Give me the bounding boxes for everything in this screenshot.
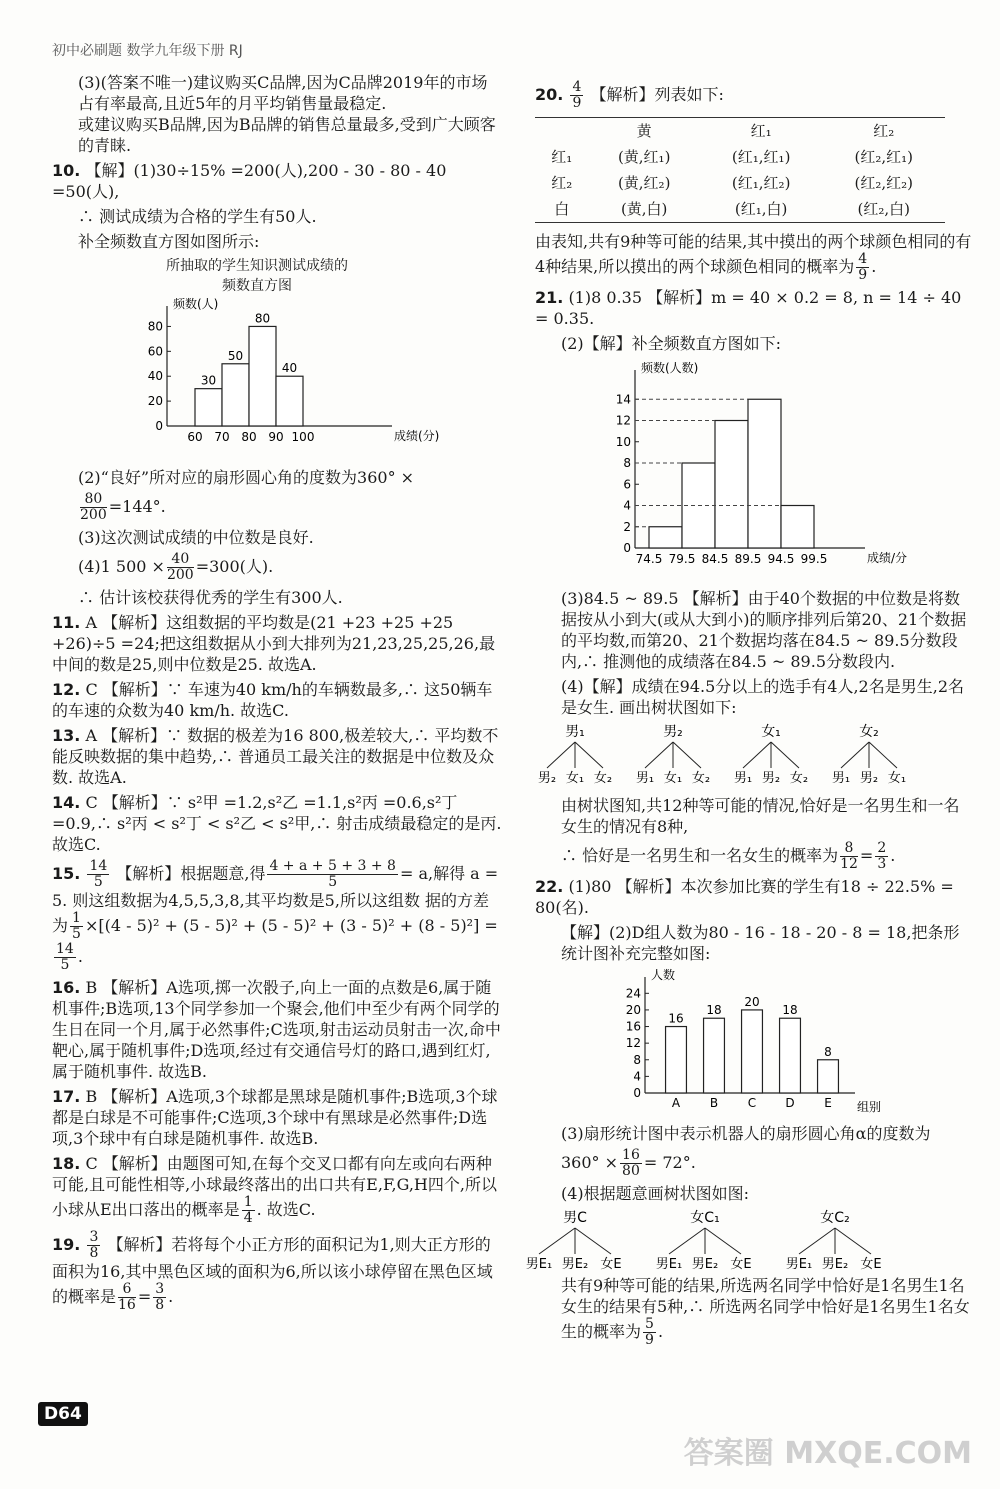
tree-branch <box>673 742 701 768</box>
q22-conclusion: 共有9种等可能的结果,所选两名同学中恰好是1名男生1名女生的结果有5种,∴ 所选两名同学中恰好是1名男生1名女生的概率为 $\frac{5}{9}$ . <box>561 1276 970 1348</box>
tree-branch <box>743 742 771 768</box>
q15: 15. $\frac{14}{5}$ 【解析】根据题意,得 $\frac{4 + a + 5 + 3 + 8}{5}$ = a,解得 a = 5. 则这组数据为4,5,5,3,8,其平均数是5,所以这组数 据的方差为 $\frac{1}{5}$ ×[(4 - 5)² + (5 - 5)² + (5 - 5)² + (3 - 5)² + (8 - 5)²] = $\frac{14}{5}$ . <box>52 858 499 973</box>
tree-root-label: 男C <box>563 1210 587 1226</box>
category-label: C <box>747 1096 757 1110</box>
x-tick-label: 70 <box>214 430 230 444</box>
table-cell: (红₁,红₁) <box>731 147 791 166</box>
histogram-bar <box>222 364 249 426</box>
y-tick-label: 10 <box>615 434 631 449</box>
q22-part3: (3)扇形统计图中表示机器人的扇形圆心角α的度数为 <box>561 1124 931 1143</box>
tree-leaf-label: 男E₂ <box>821 1257 849 1272</box>
q22-tree-diagram <box>525 1208 955 1272</box>
q12: 12. C 【解析】∵ 车速为40 km/h的车辆数最多,∴ 这50辆车的车速的众数为40 km/h. 故选C. <box>52 680 493 720</box>
x-axis-label: 组别 <box>857 1100 882 1114</box>
y-tick-label: 12 <box>625 1036 641 1051</box>
tree-leaf-label: 女₂ <box>691 771 711 786</box>
table-header-cell <box>535 118 588 145</box>
tree-root-label: 女C₁ <box>690 1210 720 1226</box>
q20-conclusion: 由表知,共有9种等可能的结果,其中摸出的两个球颜色相同的有4种结果,所以摸出的两个球颜色相同的概率为 $\frac{4}{9}$ . <box>535 232 972 283</box>
tree-leaf-label: 女E <box>730 1257 752 1272</box>
table-row <box>535 144 945 170</box>
q10-part2: (2)“良好”所对应的扇形圆心角的度数为360° × <box>78 468 415 487</box>
bar-value-label: 50 <box>227 348 244 363</box>
tree-leaf-label: 男₁ <box>831 771 851 786</box>
tree-branch <box>669 1228 705 1254</box>
q16: 16. B 【解析】A选项,掷一次骰子,向上一面的点数是6,属于随机事件;B选项,13个同学参加一个聚会,他们中至少有两个同学的生日在同一个月,属于必然事件;C选项,射击运动员射击一次,命中靶心,属于随机事件;D选项,经过有交通信号灯的路口,遇到红灯,属于随机事件. 故选B. <box>52 978 501 1081</box>
tree-branch <box>575 1228 611 1254</box>
q10-line1 <box>52 160 502 202</box>
y-tick-label: 80 <box>147 319 163 334</box>
q22-part4: (4)根据题意画树状图如图: <box>561 1184 750 1203</box>
y-tick-label: 0 <box>623 541 631 555</box>
y-tick-label: 60 <box>147 344 163 359</box>
q10-conclusion: ∴ 估计该校获得优秀的学生有300人. <box>78 588 343 607</box>
histogram-bar <box>649 527 682 548</box>
q10-part3: (3)这次测试成绩的中位数是良好. <box>78 528 314 547</box>
q10-part2-result: $\frac{80}{200}$ =144°. <box>80 491 166 523</box>
tree-leaf-label: 男₂ <box>859 771 879 786</box>
table-cell: (红₂,红₁) <box>854 147 913 166</box>
bar-value-label: 20 <box>744 994 760 1009</box>
y-tick-label: 0 <box>633 1086 641 1100</box>
table-cell: (黄,红₁) <box>617 147 671 166</box>
table-header-cell: 红₂ <box>873 121 895 140</box>
q18: 18. C 【解析】由题图可知,在每个交叉口都有向左或向右两种可能,且可能性相等,小球最终落出的出口共有E,F,G,H四个,所以小球从E出口落出的概率是 $\frac{1}{4}$ . 故选C. <box>52 1154 497 1226</box>
q10-chart-title-2: 频数直方图 <box>222 278 292 294</box>
x-tick-label: 94.5 <box>767 552 795 566</box>
q9-part3: (3)(答案不唯一)建议购买C品牌,因为C品牌2019年的市场占有率最高,且近5年的月平均销售量最稳定. <box>78 73 488 113</box>
x-axis-label: 成绩(分) <box>394 429 440 443</box>
y-axis-label: 频数(人) <box>173 297 219 311</box>
table-cell: 红₂ <box>551 173 573 192</box>
bar-value-label: 40 <box>281 361 298 376</box>
histogram-bar <box>781 506 814 549</box>
bar <box>818 1060 839 1093</box>
y-tick-label: 8 <box>623 456 631 470</box>
tree-branch <box>799 1228 835 1254</box>
y-tick-label: 0 <box>155 419 163 433</box>
y-tick-label: 6 <box>623 477 631 492</box>
y-tick-label: 4 <box>633 1069 641 1084</box>
table-row <box>535 170 945 196</box>
table-cell: (红₂,红₂) <box>854 173 913 192</box>
tree-root-label: 男₁ <box>565 724 585 740</box>
tree-branch <box>705 1228 741 1254</box>
page-number: D64 <box>38 1402 88 1426</box>
watermark: 答案圈 MXQE.COM <box>683 1436 972 1471</box>
tree-leaf-label: 女₁ <box>663 771 683 786</box>
histogram-bar <box>249 326 276 426</box>
q10-part4: (4)1 500 × $\frac{40}{200}$ =300(人). <box>78 551 274 583</box>
page-header: 初中必刷题 数学九年级下册 RJ <box>52 43 243 59</box>
q10-line2: ∴ 测试成绩为合格的学生有50人. <box>78 207 317 226</box>
q10-line3: 补全频数直方图如图所示: <box>78 232 260 251</box>
tree-root-label: 男₂ <box>663 724 683 740</box>
fraction: $\frac{40}{200}$ <box>166 551 194 583</box>
y-tick-label: 20 <box>147 394 163 409</box>
tree-branch <box>835 1228 871 1254</box>
tree-leaf-label: 男₂ <box>537 771 557 786</box>
bar-value-label: 16 <box>668 1011 684 1026</box>
q22-part3-result: 360° × $\frac{16}{80}$ = 72°. <box>561 1147 696 1179</box>
x-tick-label: 90 <box>268 430 284 444</box>
table-cell: 红₁ <box>551 147 573 166</box>
bar-value-label: 8 <box>824 1044 832 1059</box>
bar-value-label: 18 <box>706 1003 722 1018</box>
tree-branch <box>841 742 869 768</box>
y-tick-label: 8 <box>633 1052 641 1067</box>
q21-probability: ∴ 恰好是一名男生和一名女生的概率为 $\frac{8}{12}$ = $\frac{2}{3}$ . <box>561 840 896 872</box>
y-axis-label: 频数(人数) <box>641 361 699 375</box>
tree-root-label: 女C₂ <box>820 1210 850 1226</box>
bar <box>704 1018 725 1093</box>
q22-part1: 22. (1)80 【解析】本次参加比赛的学生有18 ÷ 22.5% = 80(名). <box>535 877 954 917</box>
tree-root-label: 女₂ <box>859 724 879 740</box>
bar-value-label: 18 <box>782 1003 798 1018</box>
category-label: B <box>709 1096 719 1110</box>
x-tick-label: 80 <box>241 430 257 444</box>
y-tick-label: 20 <box>625 1002 641 1017</box>
y-tick-label: 24 <box>625 986 641 1001</box>
x-tick-label: 74.5 <box>635 552 663 566</box>
q9-part3-alt: 或建议购买B品牌,因为B品牌的销售总量最多,受到广大顾客的青睐. <box>78 115 496 155</box>
q22-bar-chart <box>605 968 905 1118</box>
y-tick-label: 14 <box>615 392 631 407</box>
table-cell: (红₂,白) <box>857 199 910 218</box>
table-header-cell: 红₁ <box>750 121 772 140</box>
y-tick-label: 2 <box>623 519 631 534</box>
tree-branch <box>547 742 575 768</box>
q10-number: 10. <box>52 161 81 180</box>
x-axis-label: 成绩/分 <box>867 551 908 565</box>
table-row <box>535 196 945 223</box>
table-cell: (黄,红₂) <box>617 173 671 192</box>
bar <box>666 1027 687 1093</box>
tree-leaf-label: 男E₂ <box>691 1257 719 1272</box>
table-cell: (红₁,红₂) <box>731 173 791 192</box>
y-tick-label: 16 <box>625 1019 641 1034</box>
q21-part2: (2)【解】补全频数直方图如下: <box>561 334 782 353</box>
table-cell: (黄,白) <box>620 199 668 218</box>
tree-leaf-label: 女₂ <box>789 771 809 786</box>
bar-value-label: 30 <box>200 373 217 388</box>
tree-leaf-label: 女E <box>860 1257 882 1272</box>
x-tick-label: 79.5 <box>668 552 696 566</box>
tree-leaf-label: 女₂ <box>593 771 613 786</box>
category-label: D <box>785 1096 795 1110</box>
table-cell: 白 <box>554 199 570 218</box>
bar <box>780 1018 801 1093</box>
x-tick-label: 60 <box>187 430 203 444</box>
histogram-bar <box>715 421 748 549</box>
q10-chart-title-1: 所抽取的学生知识测试成绩的 <box>166 258 348 274</box>
y-tick-label: 12 <box>615 413 631 428</box>
x-tick-label: 84.5 <box>701 552 729 566</box>
histogram-bar <box>748 399 781 548</box>
tree-root-label: 女₁ <box>761 724 781 740</box>
q20-probability-table <box>535 117 945 223</box>
q19: 19. $\frac{3}{8}$ 【解析】若将每个小正方形的面积记为1,则大正方形的面积为16,其中黑色区域的面积为6,所以该小球停留在黑色区域的概率是 $\frac{6}{16}$ = $\frac{3}{8}$ . <box>52 1229 493 1313</box>
tree-leaf-label: 男₂ <box>761 771 781 786</box>
histogram-bar <box>276 376 303 426</box>
q21-part3: (3)84.5 ~ 89.5 【解析】由于40个数据的中位数是将数据按从小到大(或从大到小)的顺序排列后第20、21个数据的平均数,而第20、21个数据均落在84.5 ~ 89.5分数段内,∴ 推测他的成绩落在84.5 ~ 89.5分数段内. <box>561 589 967 671</box>
q21-tree-diagram <box>535 722 955 790</box>
tree-leaf-label: 男₁ <box>733 771 753 786</box>
bar-value-label: 80 <box>254 311 271 326</box>
tree-leaf-label: 男E₁ <box>785 1257 813 1272</box>
table-header-cell: 黄 <box>636 121 652 140</box>
left-column <box>52 72 502 1317</box>
tree-branch <box>771 742 799 768</box>
q20: 20. $\frac{4}{9}$ 【解析】列表如下: <box>535 79 724 111</box>
q10-text: 【解】(1)30÷15% =200(人),200 - 30 - 80 - 40 =50(人), <box>52 161 447 201</box>
tree-leaf-label: 男E₁ <box>655 1257 683 1272</box>
x-tick-label: 99.5 <box>800 552 828 566</box>
right-column <box>525 79 975 1352</box>
q17: 17. B 【解析】A选项,3个球都是黑球是随机事件;B选项,3个球都是白球是不可能事件;C选项,3个球中有黑球是必然事件;D选项,3个球中有白球是随机事件. 故选B. <box>52 1087 498 1148</box>
y-tick-label: 4 <box>623 498 631 513</box>
q13: 13. A 【解析】∵ 数据的极差为16 800,极差较大,∴ 平均数不能反映数据的集中趋势,∴ 普通员工最关注的数据是中位数及众数. 故选A. <box>52 726 499 787</box>
q21-histogram <box>535 358 945 583</box>
q21-part1: 21. (1)8 0.35 【解析】m = 40 × 0.2 = 8, n = 14 ÷ 40 = 0.35. <box>535 288 962 328</box>
tree-leaf-label: 男₁ <box>635 771 655 786</box>
x-tick-label: 89.5 <box>734 552 762 566</box>
q10-chart-title <box>12 256 502 296</box>
tree-leaf-label: 女₁ <box>565 771 585 786</box>
tree-branch <box>869 742 897 768</box>
tree-leaf-label: 女₁ <box>887 771 907 786</box>
q22-part2: 【解】(2)D组人数为80 - 16 - 18 - 20 - 8 = 18,把条形统计图补充完整如图: <box>561 923 960 963</box>
q10-histogram <box>132 296 462 456</box>
tree-leaf-label: 女E <box>600 1257 622 1272</box>
fraction: $\frac{80}{200}$ <box>80 491 107 523</box>
table-cell: (红₁,白) <box>734 199 788 218</box>
bar <box>742 1010 763 1093</box>
q11: 11. A 【解析】这组数据的平均数是(21 +23 +25 +25 +26)÷5 =24;把这组数据从小到大排列为21,23,25,25,26,最中间的数是25,则中位数是25. 故选A. <box>52 613 496 674</box>
tree-leaf-label: 男E₁ <box>525 1257 553 1272</box>
y-tick-label: 40 <box>147 369 163 384</box>
category-label: E <box>824 1096 832 1110</box>
table-row <box>535 118 945 145</box>
q14: 14. C 【解析】∵ s²甲 =1.2,s²乙 =1.1,s²丙 =0.6,s²丁 =0.9,∴ s²丙 < s²丁 < s²乙 < s²甲,∴ 射击成绩最稳定的是丙. 故选C. <box>52 793 502 854</box>
tree-leaf-label: 男E₂ <box>561 1257 589 1272</box>
x-tick-label: 100 <box>291 430 315 444</box>
tree-branch <box>539 1228 575 1254</box>
q21-tree-conclusion: 由树状图知,共12种等可能的情况,恰好是一名男生和一名女生的情况有8种, <box>561 796 960 836</box>
tree-branch <box>575 742 603 768</box>
tree-branch <box>645 742 673 768</box>
histogram-bar <box>195 389 222 426</box>
category-label: A <box>671 1096 681 1110</box>
q21-part4: (4)【解】成绩在94.5分以上的选手有4人,2名是男生,2名是女生. 画出树状图如下: <box>561 677 965 717</box>
y-axis-label: 人数 <box>651 968 676 982</box>
